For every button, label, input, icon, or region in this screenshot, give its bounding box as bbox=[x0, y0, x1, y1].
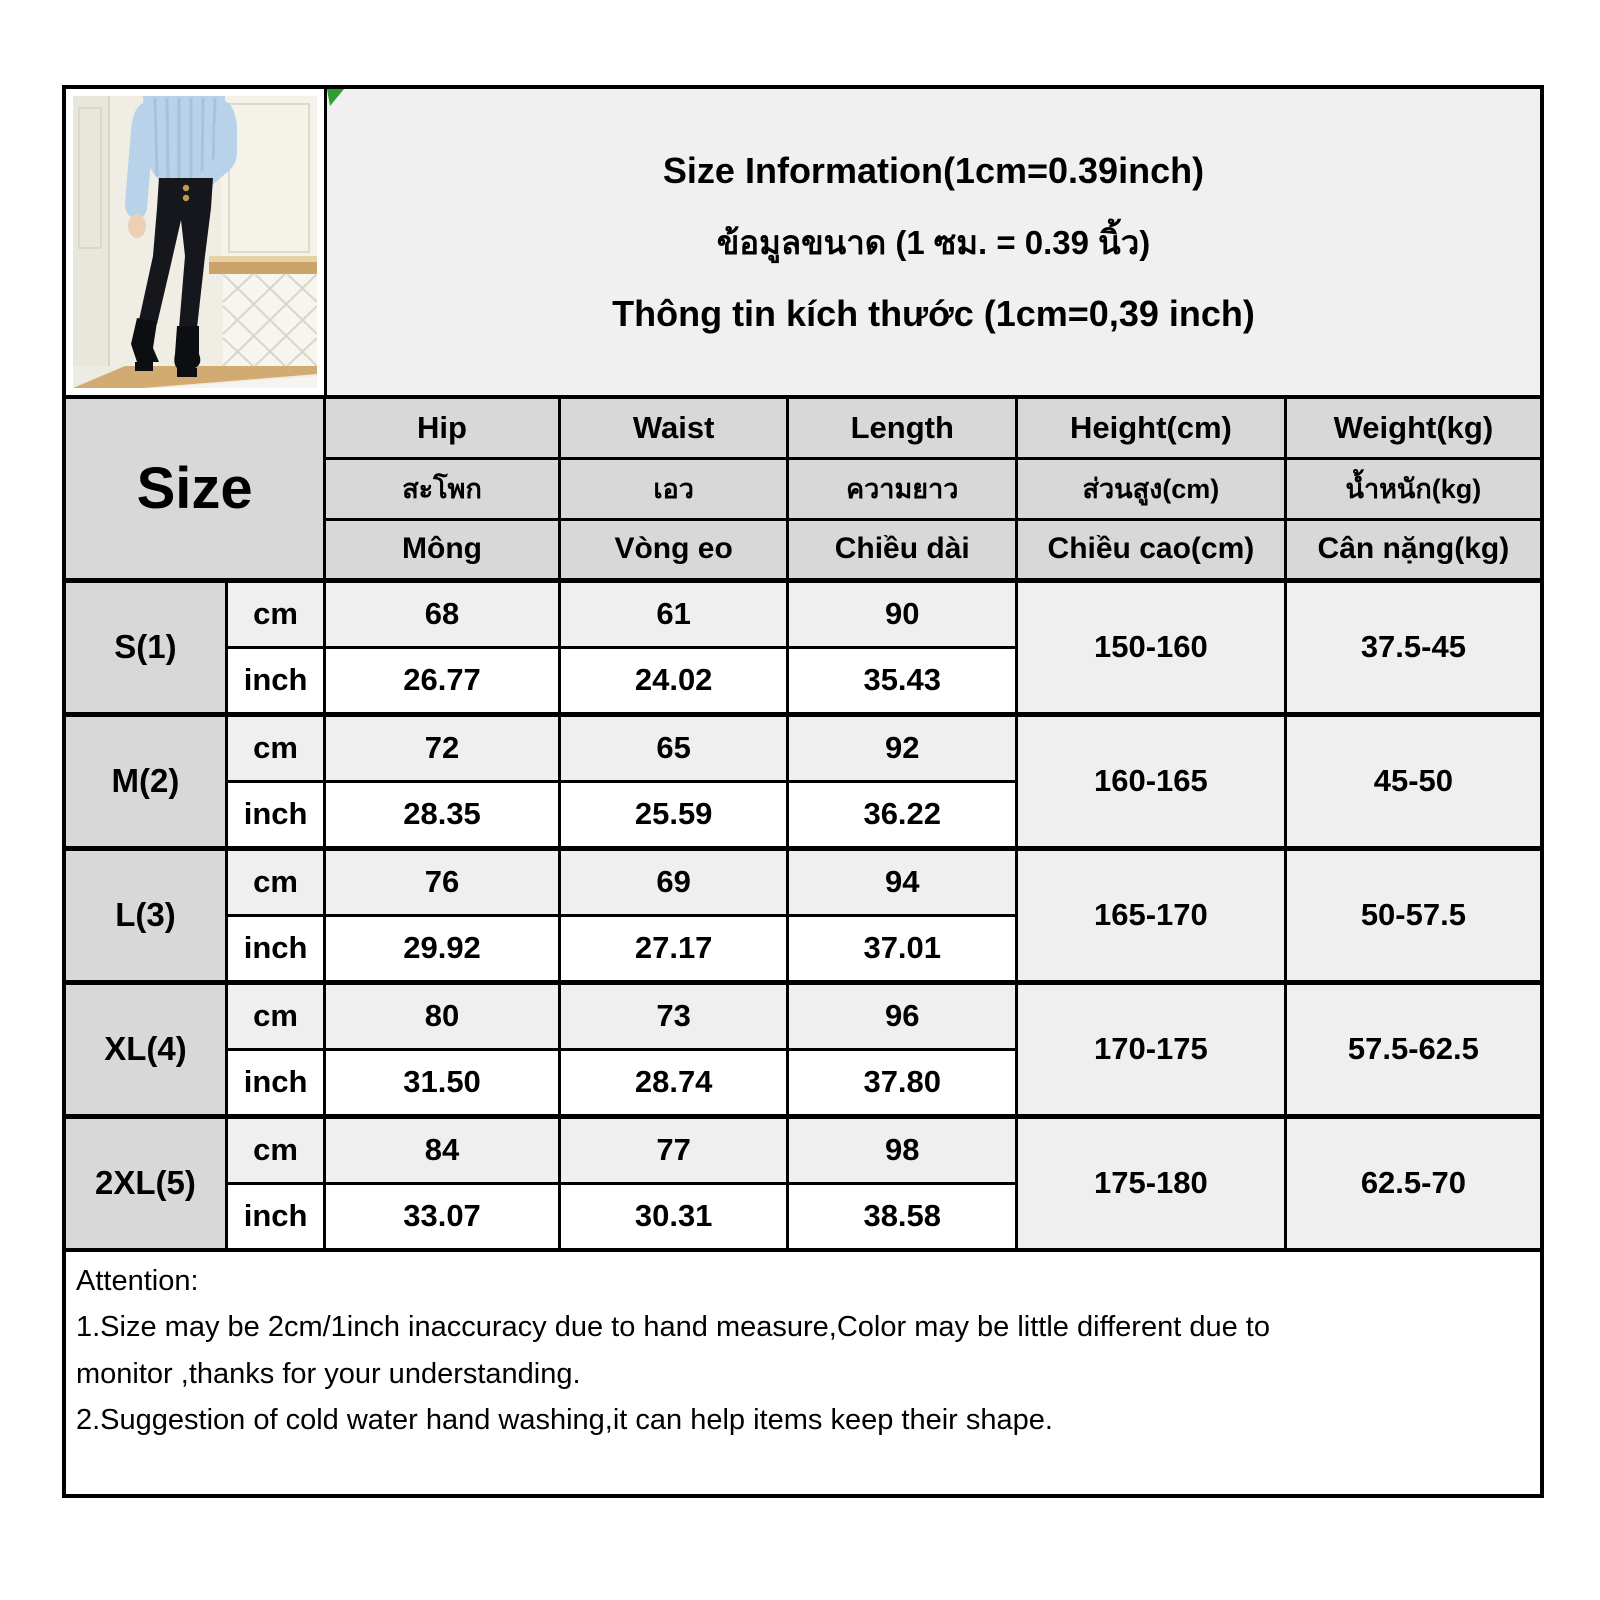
value-cell: 65 bbox=[559, 714, 788, 781]
value-cell: 92 bbox=[788, 714, 1017, 781]
col-header-height-th: ส่วนสูง(cm) bbox=[1017, 458, 1286, 519]
attention-heading: Attention: bbox=[76, 1265, 199, 1297]
col-header-hip-vi: Mông bbox=[325, 519, 560, 580]
size-label-s: S(1) bbox=[64, 580, 226, 714]
unit-label-cm: cm bbox=[226, 848, 324, 915]
attention-note-line: 1.Size may be 2cm/1inch inaccuracy due to hand measure,Color may be little different due to bbox=[76, 1311, 1270, 1344]
unit-label-inch: inch bbox=[226, 1049, 324, 1116]
weight-range: 45-50 bbox=[1285, 714, 1542, 848]
col-header-weight-en: Weight(kg) bbox=[1285, 397, 1542, 458]
value-cell: 38.58 bbox=[788, 1183, 1017, 1250]
product-photo bbox=[73, 96, 317, 388]
weight-range: 62.5-70 bbox=[1285, 1116, 1542, 1250]
weight-range: 37.5-45 bbox=[1285, 580, 1542, 714]
col-header-length-vi: Chiều dài bbox=[788, 519, 1017, 580]
title-thai: ข้อมูลขนาด (1 ซม. = 0.39 นิ้ว) bbox=[716, 223, 1151, 261]
height-range: 170-175 bbox=[1017, 982, 1286, 1116]
size-label-xl: XL(4) bbox=[64, 982, 226, 1116]
unit-label-inch: inch bbox=[226, 781, 324, 848]
col-header-waist-vi: Vòng eo bbox=[559, 519, 788, 580]
value-cell: 26.77 bbox=[325, 647, 560, 714]
value-cell: 98 bbox=[788, 1116, 1017, 1183]
col-header-weight-th: น้ำหนัก(kg) bbox=[1285, 458, 1542, 519]
weight-range: 50-57.5 bbox=[1285, 848, 1542, 982]
value-cell: 29.92 bbox=[325, 915, 560, 982]
height-range: 175-180 bbox=[1017, 1116, 1286, 1250]
value-cell: 80 bbox=[325, 982, 560, 1049]
green-corner-icon bbox=[327, 89, 344, 106]
value-cell: 24.02 bbox=[559, 647, 788, 714]
height-range: 160-165 bbox=[1017, 714, 1286, 848]
col-header-length-en: Length bbox=[788, 397, 1017, 458]
size-label-2xl: 2XL(5) bbox=[64, 1116, 226, 1250]
value-cell: 27.17 bbox=[559, 915, 788, 982]
title-block bbox=[327, 89, 1540, 395]
value-cell: 36.22 bbox=[788, 781, 1017, 848]
value-cell: 28.74 bbox=[559, 1049, 788, 1116]
weight-range: 57.5-62.5 bbox=[1285, 982, 1542, 1116]
col-header-waist-en: Waist bbox=[559, 397, 788, 458]
col-header-height-en: Height(cm) bbox=[1017, 397, 1286, 458]
title-english: Size Information(1cm=0.39inch) bbox=[662, 149, 1205, 191]
value-cell: 37.01 bbox=[788, 915, 1017, 982]
value-cell: 28.35 bbox=[325, 781, 560, 848]
unit-label-cm: cm bbox=[226, 1116, 324, 1183]
title-vietnamese: Thông tin kích thước (1cm=0,39 inch) bbox=[612, 292, 1255, 334]
size-table bbox=[62, 395, 1544, 1252]
unit-label-cm: cm bbox=[226, 714, 324, 781]
value-cell: 84 bbox=[325, 1116, 560, 1183]
col-header-height-vi: Chiều cao(cm) bbox=[1017, 519, 1286, 580]
value-cell: 73 bbox=[559, 982, 788, 1049]
unit-label-inch: inch bbox=[226, 915, 324, 982]
value-cell: 77 bbox=[559, 1116, 788, 1183]
value-cell: 94 bbox=[788, 848, 1017, 915]
value-cell: 68 bbox=[325, 580, 560, 647]
product-photo-cell bbox=[66, 89, 327, 395]
value-cell: 35.43 bbox=[788, 647, 1017, 714]
size-chart-sheet bbox=[62, 85, 1544, 1498]
size-column-header: Size bbox=[64, 397, 325, 580]
height-range: 150-160 bbox=[1017, 580, 1286, 714]
attention-notes bbox=[62, 1252, 1544, 1498]
value-cell: 33.07 bbox=[325, 1183, 560, 1250]
unit-label-cm: cm bbox=[226, 580, 324, 647]
value-cell: 90 bbox=[788, 580, 1017, 647]
col-header-waist-th: เอว bbox=[559, 458, 788, 519]
unit-label-cm: cm bbox=[226, 982, 324, 1049]
value-cell: 31.50 bbox=[325, 1049, 560, 1116]
col-header-weight-vi: Cân nặng(kg) bbox=[1285, 519, 1542, 580]
col-header-hip-en: Hip bbox=[325, 397, 560, 458]
value-cell: 30.31 bbox=[559, 1183, 788, 1250]
size-label-l: L(3) bbox=[64, 848, 226, 982]
unit-label-inch: inch bbox=[226, 1183, 324, 1250]
value-cell: 69 bbox=[559, 848, 788, 915]
value-cell: 72 bbox=[325, 714, 560, 781]
value-cell: 37.80 bbox=[788, 1049, 1017, 1116]
col-header-hip-th: สะโพก bbox=[325, 458, 560, 519]
attention-note-line: 2.Suggestion of cold water hand washing,it can help items keep their shape. bbox=[76, 1404, 1053, 1437]
unit-label-inch: inch bbox=[226, 647, 324, 714]
value-cell: 96 bbox=[788, 982, 1017, 1049]
col-header-length-th: ความยาว bbox=[788, 458, 1017, 519]
height-range: 165-170 bbox=[1017, 848, 1286, 982]
value-cell: 76 bbox=[325, 848, 560, 915]
value-cell: 25.59 bbox=[559, 781, 788, 848]
header-section bbox=[62, 85, 1544, 395]
value-cell: 61 bbox=[559, 580, 788, 647]
attention-note-line: monitor ,thanks for your understanding. bbox=[76, 1357, 581, 1390]
size-label-m: M(2) bbox=[64, 714, 226, 848]
